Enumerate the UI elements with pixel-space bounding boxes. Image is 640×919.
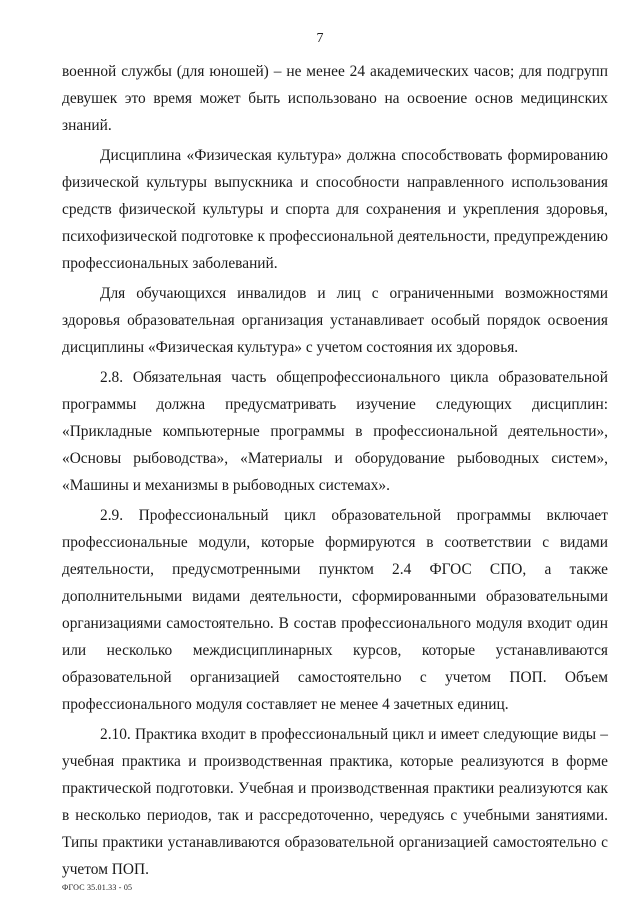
document-footer: ФГОС 35.01.33 - 05 — [62, 883, 133, 892]
paragraph-physical-culture: Дисциплина «Физическая культура» должна способствовать формированию физической культуры выпускника и способности направленного использования средств физической культуры и спорта для сохранения и укрепления здоровья, психофизической подготовке к профессиональной деятельности, предупреждению профессиональных заболеваний. — [62, 147, 608, 272]
document-body — [62, 58, 608, 883]
paragraph-military-service: военной службы (для юношей) – не менее 24 академических часов; для подгрупп девушек это время может быть использовано на освоение основ медицинских знаний. — [62, 63, 608, 134]
paragraph-2-8: 2.8. Обязательная часть общепрофессионального цикла образовательной программы должна предусматривать изучение следующих дисциплин: «Прикладные компьютерные программы в профессиональной деятельности», «Основы рыбоводства», «Материалы и оборудование рыбоводных систем», «Машины и механизмы в рыбоводных системах». — [62, 369, 608, 494]
page-number: 7 — [316, 31, 324, 46]
paragraph-disabled-students: Для обучающихся инвалидов и лиц с ограниченными возможностями здоровья образовательная организация устанавливает особый порядок освоения дисциплины «Физическая культура» с учетом состояния их здоровья. — [62, 285, 608, 356]
paragraph-2-9: 2.9. Профессиональный цикл образовательной программы включает профессиональные модули, которые формируются в соответствии с видами деятельности, предусмотренными пунктом 2.4 ФГОС СПО, а также дополнительными видами деятельности, сформированными образовательными организациями самостоятельно. В состав профессионального модуля входит один или несколько междисциплинарных курсов, которые устанавливаются образовательной организацией самостоятельно с учетом ПОП. Объем профессионального модуля составляет не менее 4 зачетных единиц. — [62, 507, 608, 713]
paragraph-2-10: 2.10. Практика входит в профессиональный цикл и имеет следующие виды – учебная практика и производственная практика, которые реализуются в форме практической подготовки. Учебная и производственная практики реализуются как в несколько периодов, так и рассредоточенно, чередуясь с учебными занятиями. Типы практики устанавливаются образовательной организацией самостоятельно с учетом ПОП. — [62, 726, 608, 878]
